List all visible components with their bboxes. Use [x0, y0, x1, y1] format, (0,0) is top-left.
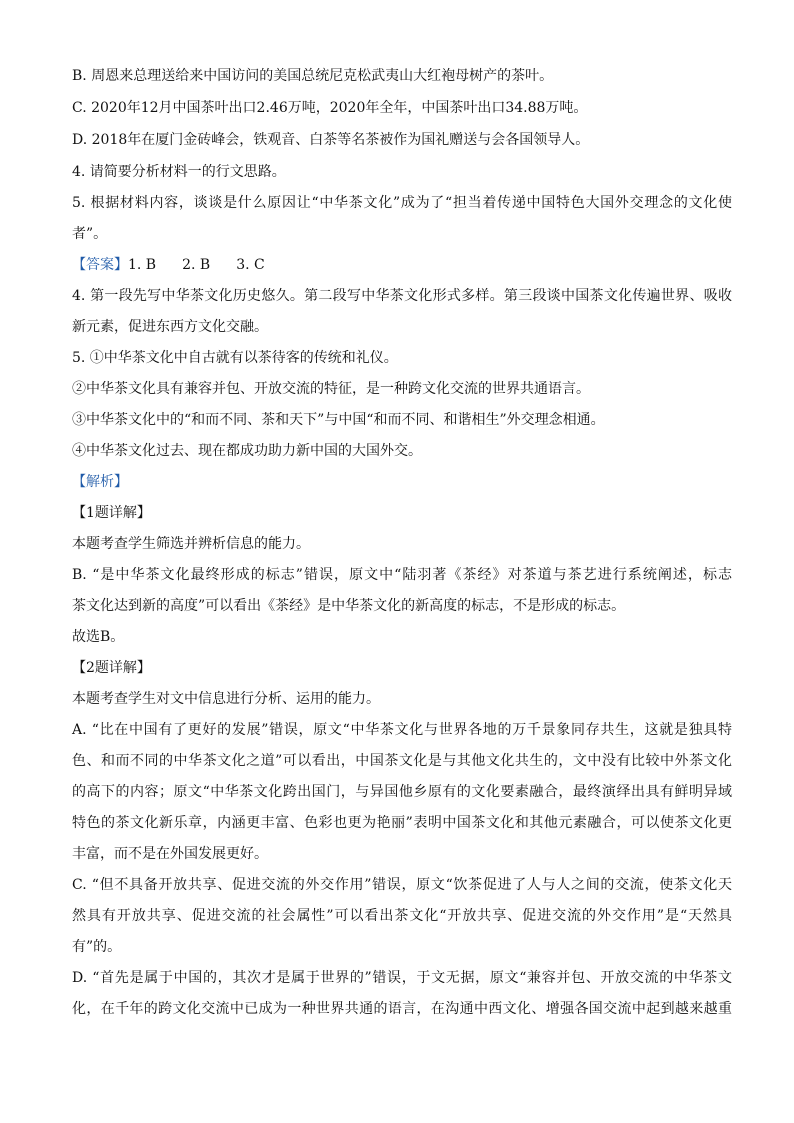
question-5-cont: 者”。 — [72, 226, 108, 242]
answer-5-point4: ④中华茶文化过去、现在都成功助力新中国的大国外交。 — [72, 443, 422, 459]
q2-intro: 本题考查学生对文中信息进行分析、运用的能力。 — [72, 691, 380, 707]
answer-line — [72, 255, 732, 275]
q2-option-a-line3: 的高下的内容；原文“中华茶文化跨出国门，与异国他乡原有的文化要素融合，最终演绎出具有鲜明异域 — [72, 784, 732, 800]
q2-option-a-line4: 特色的茶文化新乐章，内涵更丰富、色彩也更为艳丽”表明中国茶文化和其他元素融合，可以使茶文化更 — [72, 815, 732, 831]
q2-option-a-line5: 丰富，而不是在外国发展更好。 — [72, 846, 268, 862]
option-c-line: C. 2020年12月中国茶叶出口2.46万吨，2020年全年，中国茶叶出口34.88万吨。 — [72, 100, 588, 116]
q2-option-d-line1: D. “首先是属于中国的，其次才是属于世界的”错误，于文无据，原文“兼容并包、开放交流的中华茶文 — [72, 970, 732, 986]
answer-5-point3: ③中华茶文化中的“和而不同、茶和天下”与中国“和而不同、和谐相生”外交理念相通。 — [72, 412, 605, 428]
option-d-line: D. 2018年在厦门金砖峰会，铁观音、白茶等名茶被作为国礼赠送与会各国领导人。 — [72, 132, 590, 148]
q2-detail-heading: 【2题详解】 — [72, 660, 151, 676]
q2-option-c-line1: C. “但不具备开放共享、促进交流的外交作用”错误，原文“饮茶促进了人与人之间的交流，使茶文化天 — [72, 877, 732, 893]
question-5: 5. 根据材料内容，谈谈是什么原因让“中华茶文化”成为了“担当着传递中国特色大国外交理念的文化使 — [72, 195, 732, 211]
q1-option-b-line1: B. “是中华茶文化最终形成的标志”错误，原文中“陆羽著《茶经》对茶道与茶艺进行系统阐述，标志 — [72, 567, 732, 583]
q2-option-a-line1: A. “比在中国有了更好的发展”错误，原文“中华茶文化与世界各地的万千景象同存共生，这就是独具特 — [72, 722, 732, 738]
q1-conclusion: 故选B。 — [72, 629, 125, 645]
q2-option-c-line3: 有”的。 — [72, 939, 122, 955]
q1-intro: 本题考查学生筛选并辨析信息的能力。 — [72, 536, 310, 552]
answer-3: 3. C — [236, 257, 265, 273]
analysis-tag: 【解析】 — [72, 474, 128, 490]
answer-5-point1: 5. ①中华茶文化中自古就有以茶待客的传统和礼仪。 — [72, 350, 398, 366]
q2-option-d-line2: 化，在千年的跨文化交流中已成为一种世界共通的语言，在沟通中西文化、增强各国交流中起到越来越重 — [72, 1001, 732, 1017]
option-b-line: B. 周恩来总理送给来中国访问的美国总统尼克松武夷山大红袍母树产的茶叶。 — [72, 68, 554, 84]
q2-option-c-line2: 然具有开放共享、促进交流的社会属性”可以看出茶文化“开放共享、促进交流的外交作用”是“天然具 — [72, 908, 732, 924]
q1-detail-heading: 【1题详解】 — [72, 505, 151, 521]
answer-1: 1. B — [128, 257, 157, 273]
answer-4-line1: 4. 第一段先写中华茶文化历史悠久。第二段写中华茶文化形式多样。第三段谈中国茶文化传遍世界、吸收 — [72, 288, 732, 304]
question-4: 4. 请简要分析材料一的行文思路。 — [72, 164, 286, 180]
answer-4-line2: 新元素，促进东西方文化交融。 — [72, 319, 268, 335]
q1-option-b-line2: 茶文化达到新的高度”可以看出《茶经》是中华茶文化的新高度的标志，不是形成的标志。 — [72, 598, 626, 614]
q2-option-a-line2: 色、和而不同的中华茶文化之道”可以看出，中国茶文化是与其他文化共生的，文中没有比较中外茶文化 — [72, 753, 732, 769]
answer-tag: 【答案】 — [72, 257, 128, 273]
answer-5-point2: ②中华茶文化具有兼容并包、开放交流的特征，是一种跨文化交流的世界共通语言。 — [72, 381, 590, 397]
answer-2: 2. B — [182, 257, 211, 273]
